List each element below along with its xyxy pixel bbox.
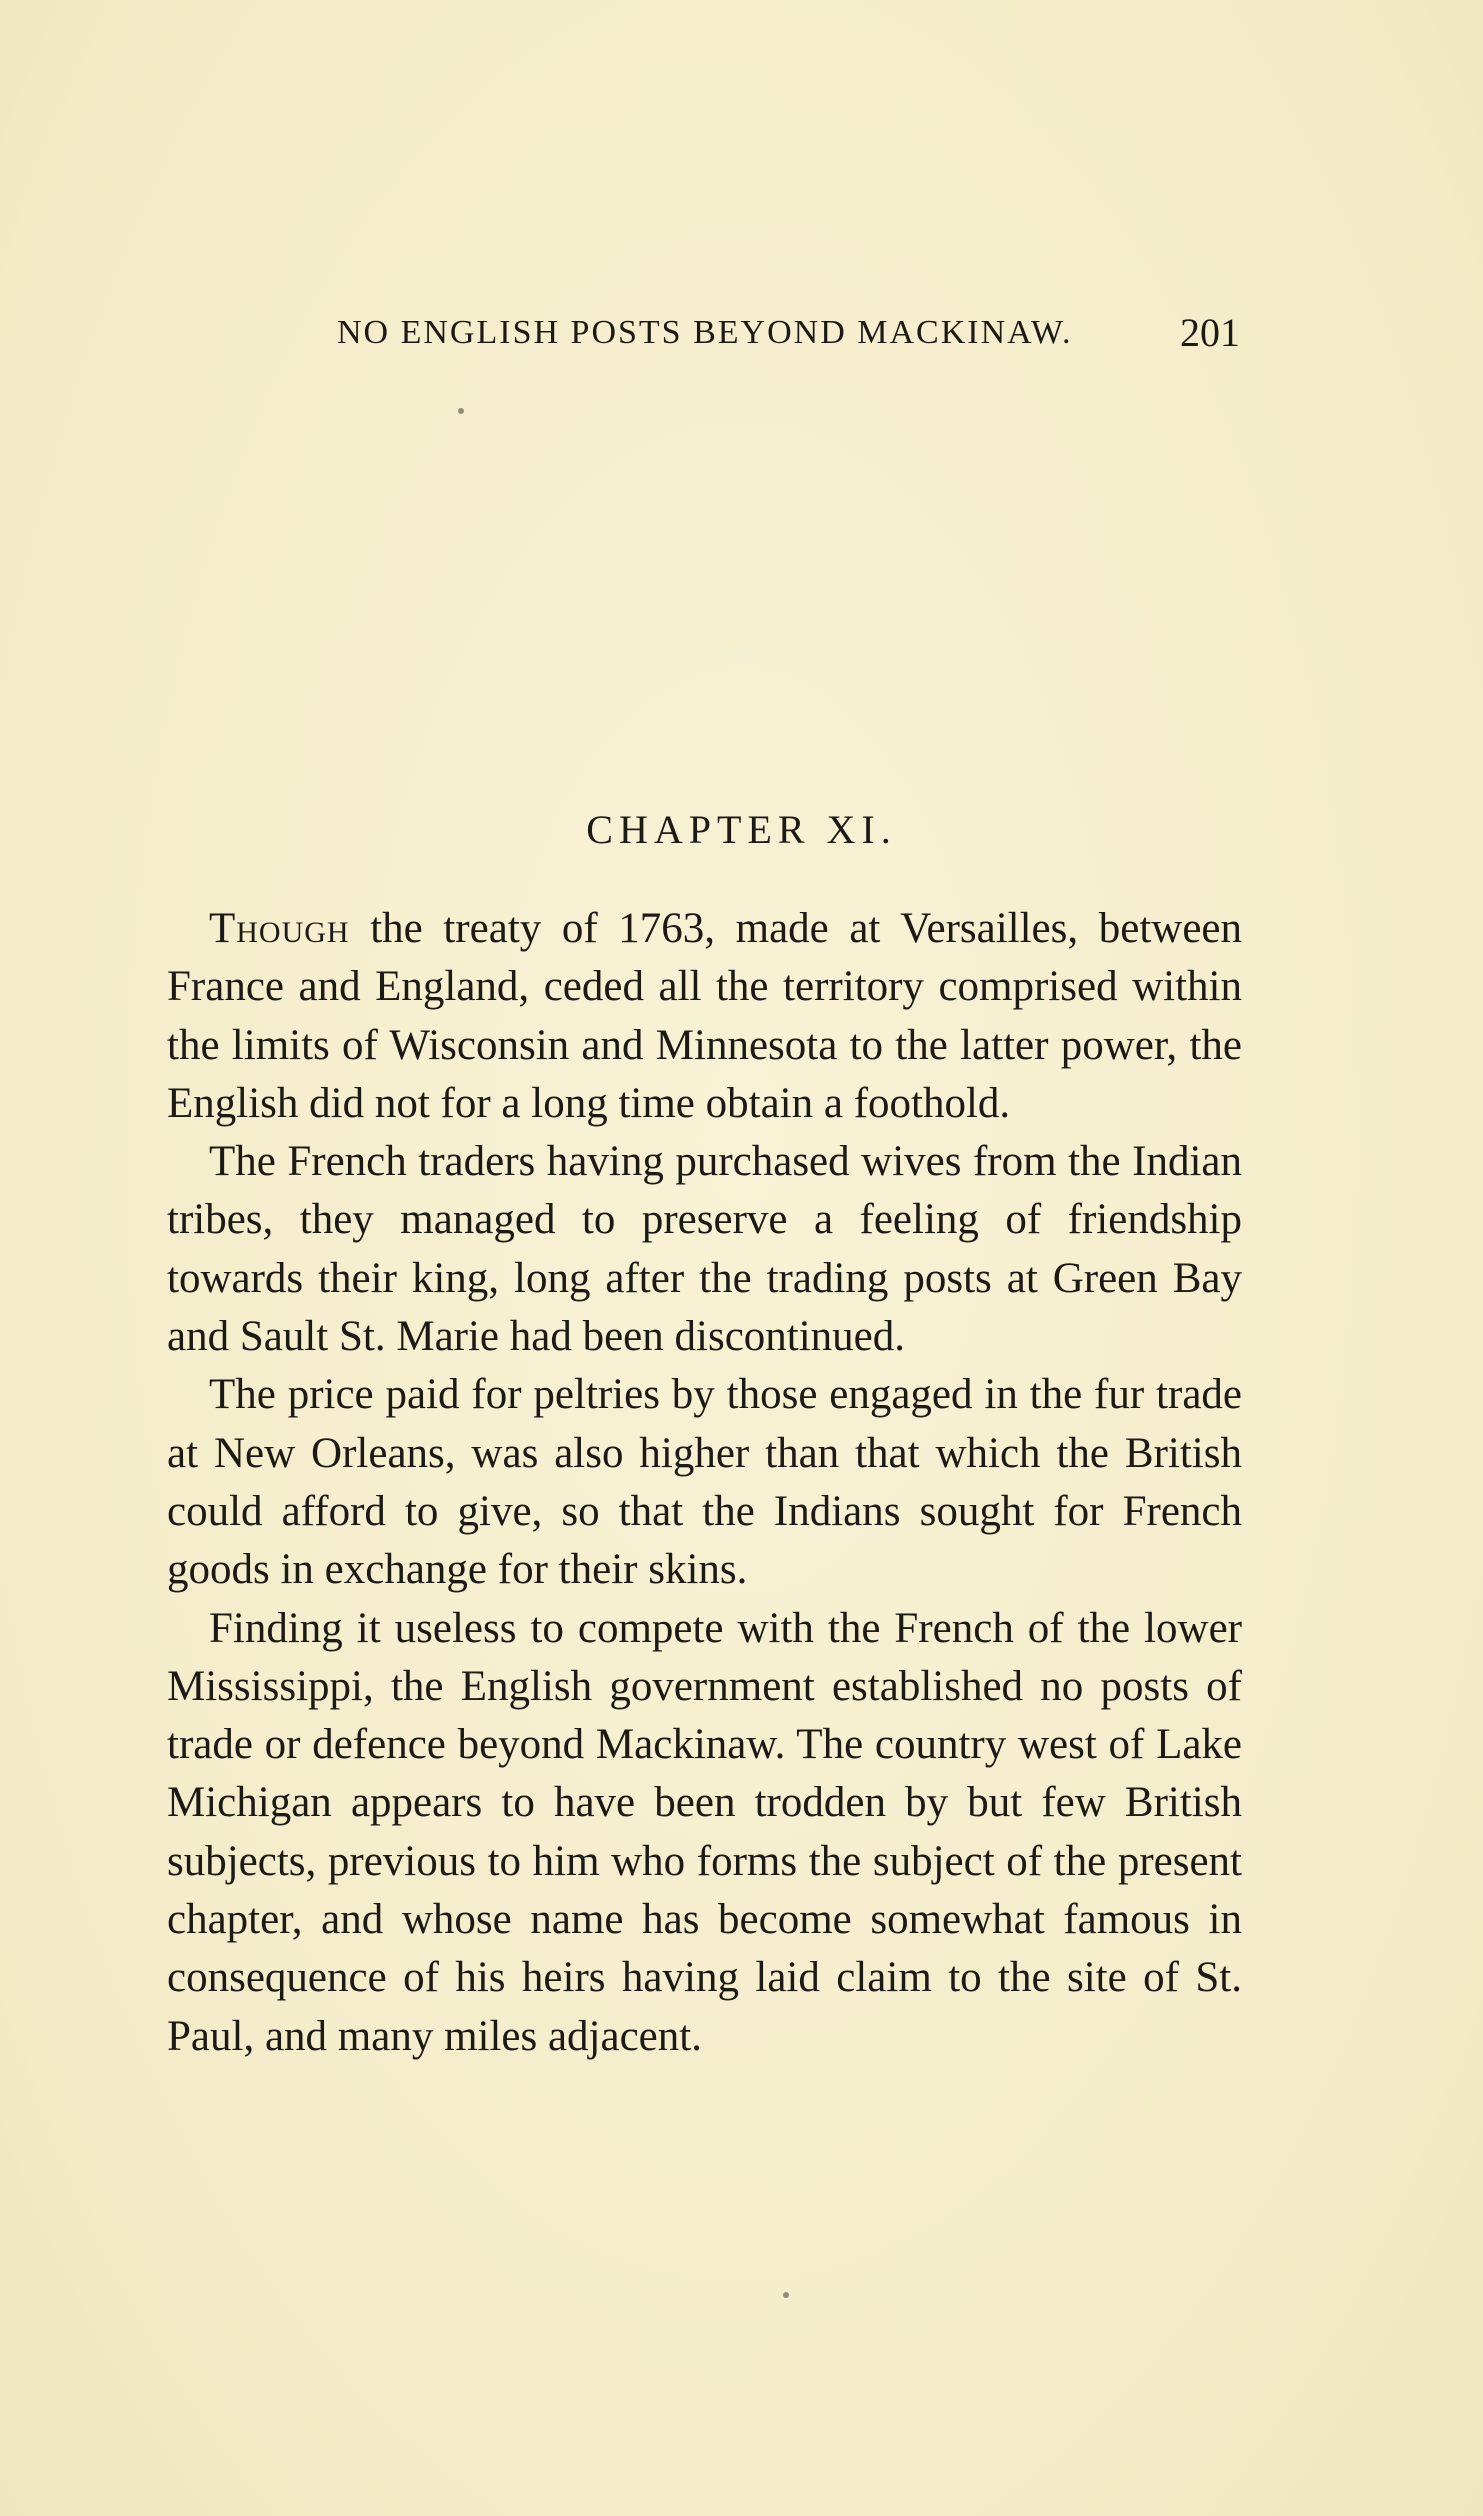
print-speck <box>458 408 464 414</box>
paragraph-2: The French traders having purchased wives from the Indian tribes, they managed to preserve a feeling of friendship towards their king, long after the trading posts at Green Bay and Sault St. Marie had been discontinued. <box>167 1138 1242 1361</box>
paragraph-1-text: the treaty of 1763, made at Versailles, between France and England, ceded all the territory comprised within the limits of Wisconsin and Minnesota to the latter power, the English did not for a long time obtain a foothold. <box>167 905 1242 1127</box>
paragraph-1 <box>167 900 1242 1133</box>
body-text <box>167 900 1242 2066</box>
paragraph-1-lead: Though <box>209 905 350 952</box>
running-head <box>337 308 1240 358</box>
running-head-title: NO ENGLISH POSTS BEYOND MACKINAW. <box>337 314 1073 351</box>
chapter-title: CHAPTER XI. <box>586 807 897 852</box>
page-number: 201 <box>1180 310 1240 355</box>
paragraph-4: Finding it useless to compete with the French of the lower Mississippi, the English government established no posts of trade or defence beyond Mackinaw. The country west of Lake Michigan appears to have been trodden by but few British subjects, previous to him who forms the subject of the present chapter, and whose name has become somewhat famous in consequence of his heirs having laid claim to the site of St. Paul, and many miles adjacent. <box>167 1604 1242 2060</box>
paragraph-3: The price paid for peltries by those engaged in the fur trade at New Orleans, was also higher than that which the British could afford to give, so that the Indians sought for French goods in exchange for their skins. <box>167 1371 1242 1594</box>
print-speck <box>783 2292 789 2298</box>
